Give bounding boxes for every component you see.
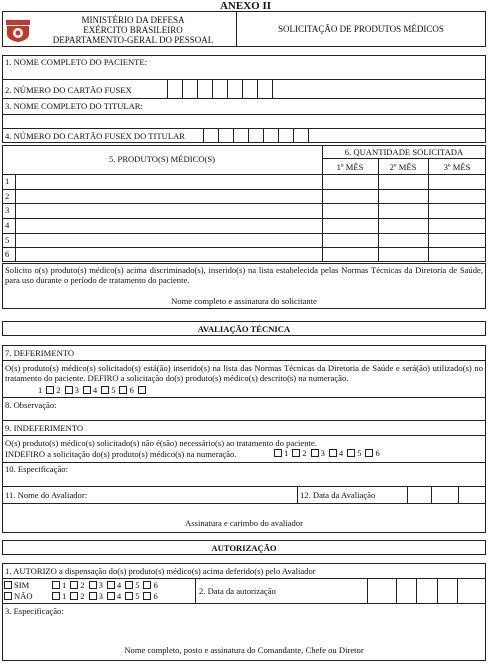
- product-row-number: 1: [5, 176, 10, 186]
- org-line-army: EXÉRCITO BRASILEIRO: [83, 25, 183, 35]
- yes-checkbox[interactable]: [4, 581, 12, 589]
- holder-fusex-field[interactable]: [203, 129, 486, 143]
- item-1-checkbox[interactable]: [274, 449, 282, 457]
- products-column-header: 5. PRODUTO(S) MÉDICO(S): [108, 154, 216, 164]
- item-4-checkbox[interactable]: [107, 581, 115, 589]
- item-4-label: 4: [338, 448, 344, 458]
- product-row-field[interactable]: [16, 174, 322, 189]
- annex-title: ANEXO II: [219, 0, 272, 12]
- item-3-label: 3: [98, 580, 103, 590]
- product-row-field[interactable]: [16, 218, 322, 233]
- month-3-header: 3º MÊS: [443, 162, 471, 172]
- org-name-block: [30, 15, 236, 45]
- evaluator-name-label: 11. Nome do Avaliador:: [5, 490, 88, 500]
- item-4-checkbox[interactable]: [101, 386, 109, 394]
- army-shield-icon: [5, 19, 31, 43]
- product-row-number: 5: [5, 235, 10, 245]
- item-2-checkbox[interactable]: [65, 386, 73, 394]
- holder-name-label: 3. NOME COMPLETO DO TITULAR:: [5, 101, 143, 111]
- no-item-checkboxes: [48, 592, 158, 601]
- item-6-label: 6: [153, 591, 158, 601]
- item-6-checkbox[interactable]: [138, 386, 146, 394]
- specification-label: 10. Especificação:: [5, 464, 68, 474]
- item-3-label: 3: [320, 448, 325, 458]
- product-row-number: 4: [5, 220, 10, 230]
- observation-field[interactable]: [2, 410, 486, 420]
- item-2-label: 2: [80, 580, 85, 590]
- authorization-date-label: 2. Data da autorização: [199, 586, 276, 596]
- requester-signature-label: Nome completo e assinatura do solicitante: [171, 296, 317, 306]
- item-3-checkbox[interactable]: [89, 581, 97, 589]
- item-5-label: 5: [357, 448, 362, 458]
- item-1-checkbox[interactable]: [52, 592, 60, 600]
- item-5-checkbox[interactable]: [125, 581, 133, 589]
- item-1-checkbox[interactable]: [52, 581, 60, 589]
- patient-name-label: 1. NOME COMPLETO DO PACIENTE:: [5, 57, 148, 67]
- item-3-checkbox[interactable]: [311, 449, 319, 457]
- specification-field[interactable]: [2, 474, 486, 486]
- month-1-header: 1º MÊS: [336, 162, 364, 172]
- fusex-card-field[interactable]: [167, 80, 486, 98]
- item-1-label: 1: [62, 591, 67, 601]
- yes-item-checkboxes: [48, 581, 158, 590]
- no-option[interactable]: [4, 592, 33, 601]
- quantity-column-header: 6. QUANTIDADE SOLICITADA: [344, 147, 464, 157]
- yes-option[interactable]: [4, 581, 29, 590]
- rejection-line-1: O(s) produto(s) médico(s) solicitado(s) não é(são) necessário(s) ao tratamento do paciente.: [5, 438, 317, 448]
- item-4-label: 4: [116, 580, 122, 590]
- item-3-checkbox[interactable]: [89, 592, 97, 600]
- evaluation-date-label: 12. Data da Avaliação: [300, 490, 376, 500]
- form-title: SOLICITAÇÃO DE PRODUTOS MÉDICOS: [278, 24, 444, 34]
- item-4-label: 4: [92, 385, 98, 395]
- fusex-card-label: 2. NÚMERO DO CARTÃO FUSEX: [5, 85, 132, 95]
- item-5-checkbox[interactable]: [125, 592, 133, 600]
- no-checkbox[interactable]: [4, 592, 12, 600]
- item-3-label: 3: [98, 591, 103, 601]
- evaluation-date-field[interactable]: [407, 487, 486, 502]
- item-1-checkbox[interactable]: [46, 386, 54, 394]
- authorization-specification-field[interactable]: [2, 616, 486, 644]
- holder-fusex-label: 4. NÚMERO DO CARTÃO FUSEX DO TITULAR: [5, 131, 186, 141]
- product-row-field[interactable]: [16, 233, 322, 248]
- rejection-label: 9. INDEFERIMENTO: [5, 423, 84, 433]
- item-6-checkbox[interactable]: [365, 449, 373, 457]
- authorization-statement: 1. AUTORIZO a dispensação do(s) produto(s) médico(s) acima deferido(s) pelo Avaliador: [5, 566, 316, 576]
- yes-label: SIM: [14, 580, 30, 590]
- product-row-field[interactable]: [16, 203, 322, 218]
- deferral-checkboxes: [38, 386, 148, 395]
- org-line-department: DEPARTAMENTO-GERAL DO PESSOAL: [52, 35, 214, 45]
- item-2-checkbox[interactable]: [292, 449, 300, 457]
- item-3-label: 3: [74, 385, 79, 395]
- item-2-label: 2: [56, 385, 61, 395]
- item-3-checkbox[interactable]: [83, 386, 91, 394]
- item-2-checkbox[interactable]: [70, 592, 78, 600]
- item-2-label: 2: [302, 448, 307, 458]
- holder-name-field[interactable]: [160, 99, 486, 114]
- product-row-number: 2: [5, 191, 10, 201]
- rejection-line-2: INDEFIRO a solicitação do(s) produto(s) médico(s) na numeração.: [5, 449, 237, 459]
- item-5-label: 5: [135, 580, 140, 590]
- item-4-label: 4: [116, 591, 122, 601]
- item-4-checkbox[interactable]: [329, 449, 337, 457]
- month-2-header: 2º MÊS: [389, 162, 417, 172]
- evaluator-name-field[interactable]: [96, 487, 296, 502]
- item-6-label: 6: [129, 385, 134, 395]
- authorization-title: AUTORIZAÇÃO: [211, 543, 277, 553]
- product-row-field[interactable]: [16, 189, 322, 204]
- commander-signature-label: Nome completo, posto e assinatura do Comandante, Chefe ou Diretor: [124, 645, 364, 655]
- item-4-checkbox[interactable]: [107, 592, 115, 600]
- item-5-checkbox[interactable]: [347, 449, 355, 457]
- technical-evaluation-title: AVALIAÇÃO TÉCNICA: [197, 324, 291, 334]
- org-line-ministry: MINISTÉRIO DA DEFESA: [81, 15, 185, 25]
- deferral-label: 7. DEFERIMENTO: [5, 348, 75, 358]
- observation-label: 8. Observação:: [5, 400, 57, 410]
- item-5-checkbox[interactable]: [119, 386, 127, 394]
- item-5-label: 5: [135, 591, 140, 601]
- item-2-checkbox[interactable]: [70, 581, 78, 589]
- item-6-label: 6: [375, 448, 380, 458]
- patient-name-field[interactable]: [2, 67, 486, 79]
- product-row-number: 3: [5, 205, 10, 215]
- authorization-specification-label: 3. Especificação:: [5, 606, 64, 616]
- item-6-checkbox[interactable]: [143, 592, 151, 600]
- product-row-field[interactable]: [16, 247, 322, 262]
- item-1-label: 1: [38, 385, 43, 395]
- product-row-number: 6: [5, 249, 10, 259]
- item-1-label: 1: [62, 580, 67, 590]
- deferral-text: O(s) produto(s) médico(s) solicitado(s) está(ão) inserido(s) na lista das Normas Técnicas da Diretoria de Saúde e será(ão) utilizado(s) no tratamento do paciente. DEFIRO a solicitação do(s) produto(s) médico(s) descrito(s) na numeração.: [5, 363, 483, 384]
- item-2-label: 2: [80, 591, 85, 601]
- item-5-label: 5: [111, 385, 116, 395]
- rejection-checkboxes: [270, 449, 380, 458]
- no-label: NÃO: [14, 591, 33, 601]
- item-1-label: 1: [284, 448, 289, 458]
- item-6-label: 6: [153, 580, 158, 590]
- evaluator-signature-label: Assinatura e carimbo do avaliador: [185, 518, 303, 528]
- request-statement: Solicito o(s) produto(s) médico(s) acima discriminado(s), inserido(s) na lista estabelecida pelas Normas Técnicas da Diretoria de Saúde, para uso durante o período de tratamento do paciente.: [5, 265, 483, 286]
- item-6-checkbox[interactable]: [143, 581, 151, 589]
